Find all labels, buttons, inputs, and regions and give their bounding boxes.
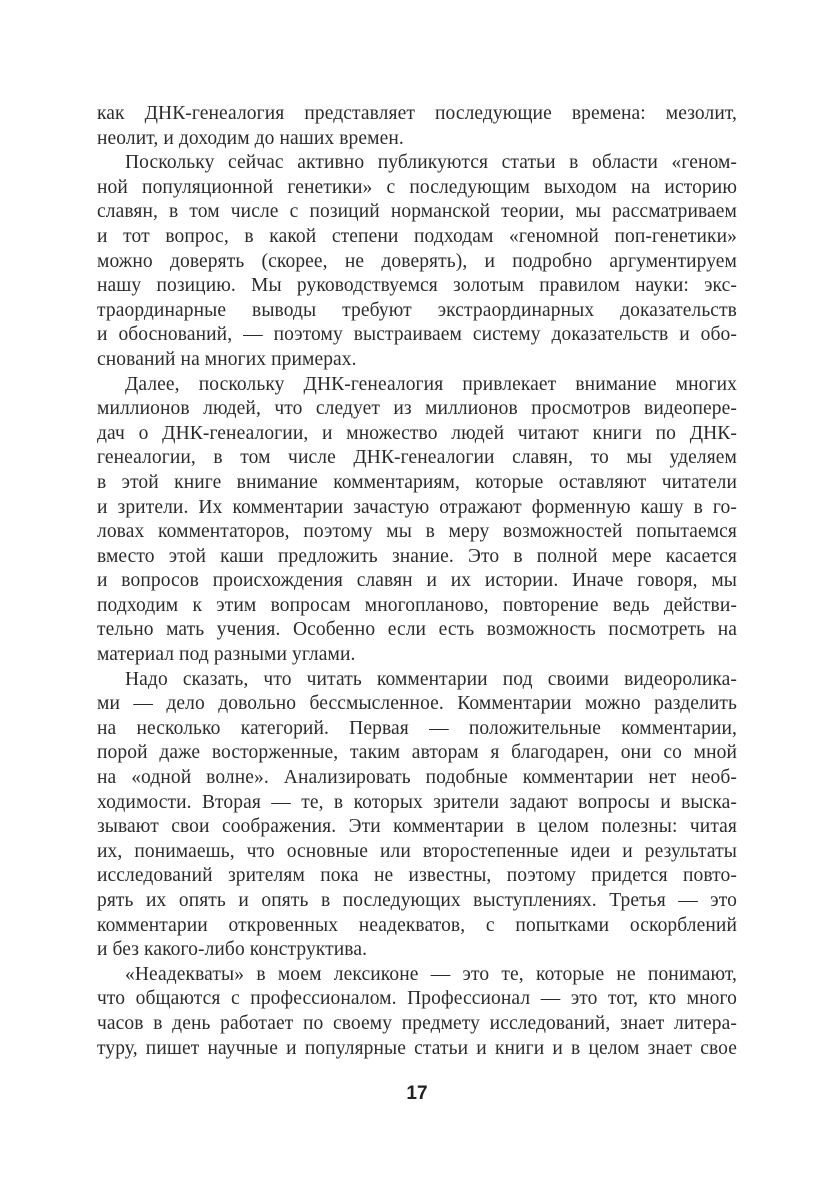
text-line: генеалогии, в том числе ДНК-генеалогии славян, то мы уделяем [97,447,737,469]
text-line: в этой книге внимание комментариям, которые оставляют читатели [97,471,737,493]
text-line: и зрители. Их комментарии зачастую отражают форменную кашу в го- [97,496,737,518]
text-line: Надо сказать, что читать комментарии под своими видеоролика- [125,668,737,690]
page-number: 17 [406,1083,428,1104]
text-line: траординарные выводы требуют экстраординарных доказательств [97,299,737,321]
text-line: ловах комментаторов, поэтому мы в меру возможностей попытаемся [97,521,737,543]
paragraph [97,151,737,372]
text-line: снований на многих примерах. [97,348,357,370]
text-line: на «одной волне». Анализировать подобные комментарии нет необ- [97,767,737,789]
text-line: Поскольку сейчас активно публикуются статьи в области «геном- [125,152,737,174]
text-column [97,102,737,1061]
text-line: тельно мать учения. Особенно если есть возможность посмотреть на [97,619,737,641]
text-line: рять их опять и опять в последующих выступлениях. Третья — это [97,890,737,911]
text-line: их, понимаешь, что основные или второстепенные идеи и результаты [97,840,737,862]
text-line: материал под разными углами. [97,644,356,666]
text-line: подходим к этим вопросам многопланово, повторение ведь действи- [97,594,737,616]
text-line: дач о ДНК-генеалогии, и множество людей читают книги по ДНК- [97,422,737,444]
text-line: славян, в том числе с позиций норманской теории, мы рассматриваем [97,201,737,223]
text-line: часов в день работает по своему предмету исследований, знает литера- [97,1012,737,1034]
text-line: ной популяционной генетики» с последующим выходом на историю [97,176,737,198]
text-line: исследований зрителям пока не известны, поэтому придется повто- [97,865,737,887]
text-line: вместо этой каши предложить знание. Это в полной мере касается [97,545,737,567]
paragraph [97,963,737,1061]
text-line: туру, пишет научные и популярные статьи и книги и в целом знает свое [97,1037,737,1059]
text-line: зывают свои соображения. Эти комментарии в целом полезны: читая [97,816,737,838]
text-line: можно доверять (скорее, не доверять), и подробно аргументируем [97,250,737,272]
text-line: миллионов людей, что следует из миллионов просмотров видеопере- [97,398,737,420]
text-line: порой даже восторженные, таким авторам я благодарен, они со мной [97,742,737,764]
text-line: неолит, и доходим до наших времен. [97,127,404,149]
text-line: ходимости. Вторая — те, в которых зрители задают вопросы и выска- [97,791,737,813]
text-line: как ДНК-генеалогия представляет последующие времена: мезолит, [97,103,737,124]
text-line: нашу позицию. Мы руководствуемся золотым правилом науки: экс- [97,275,737,297]
text-line: ми — дело довольно бессмысленное. Комментарии можно разделить [97,693,737,715]
text-line: и без какого-либо конструктива. [97,939,368,961]
text-line: комментарии откровенных неадекватов, с попытками оскорблений [97,914,737,936]
text-line: и вопросов происхождения славян и их истории. Иначе говоря, мы [97,570,737,592]
text-line: Далее, поскольку ДНК-генеалогия привлекает внимание многих [125,373,737,395]
text-line: что общаются с профессионалом. Профессионал — это тот, кто много [97,988,737,1010]
text-line: и тот вопрос, в какой степени подходам «геномной поп-генетики» [97,225,737,247]
text-line: «Неадекваты» в моем лексиконе — это те, которые не понимают, [125,963,737,985]
text-line: на несколько категорий. Первая — положительные комментарии, [97,717,737,739]
paragraph [97,102,737,151]
paragraph [97,668,737,963]
paragraph [97,373,737,668]
text-line: и обоснований, — поэтому выстраиваем систему доказательств и обо- [97,324,737,346]
